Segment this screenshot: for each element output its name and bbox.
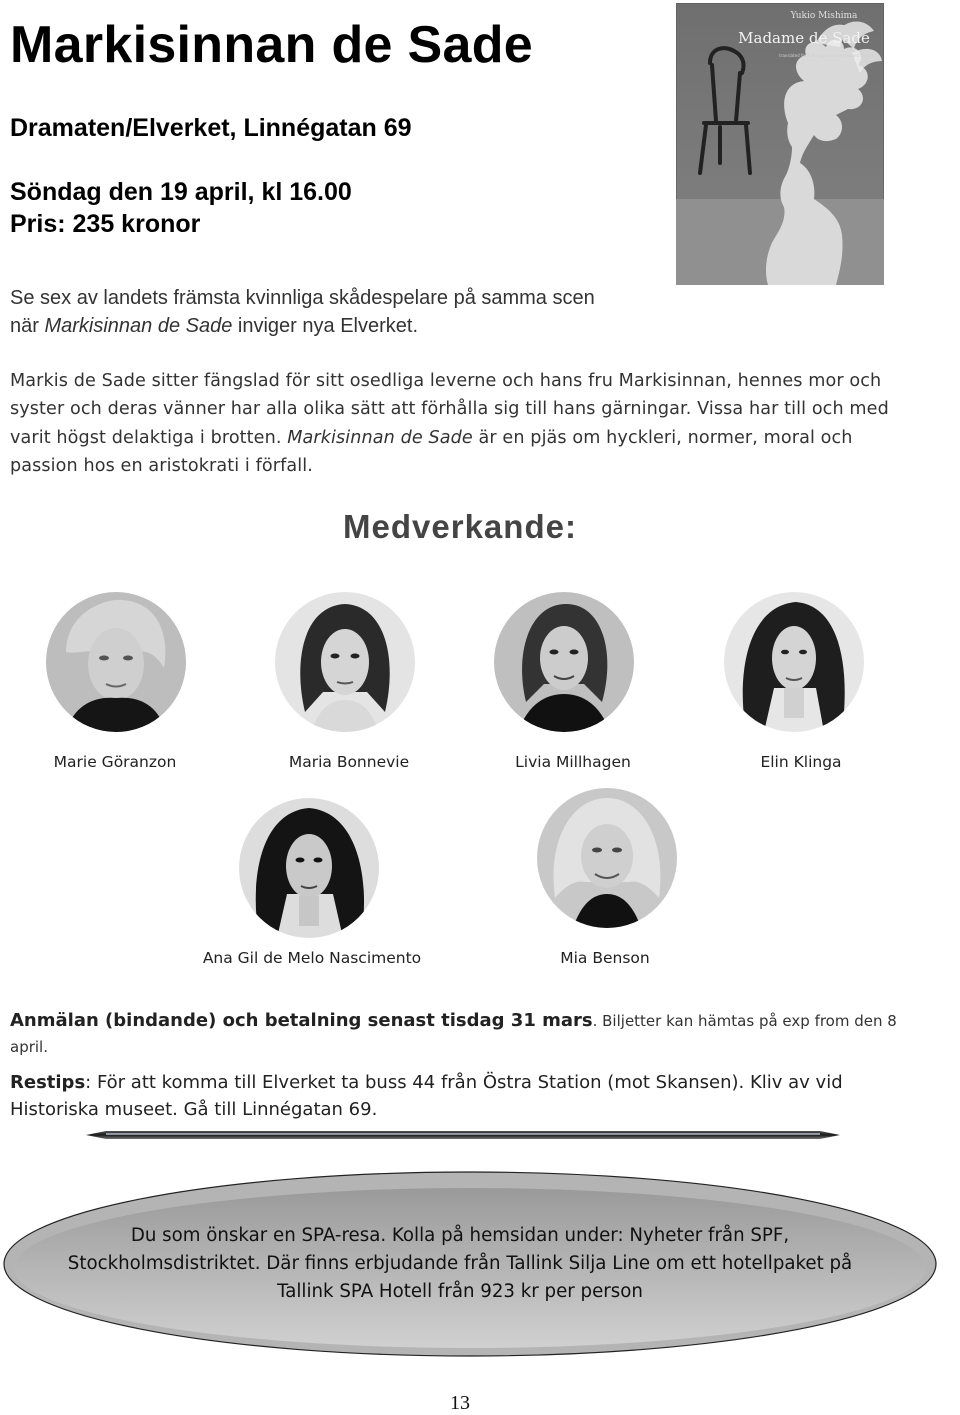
- page-number: 13: [450, 1392, 470, 1414]
- cast-name: Mia Benson: [560, 949, 650, 967]
- intro-text-end: inviger nya Elverket.: [232, 315, 418, 337]
- cast-photo-ana-gil-de-melo-nascimento: [239, 798, 379, 938]
- cast-name: Maria Bonnevie: [288, 753, 410, 771]
- directions-label: Restips: [10, 1072, 86, 1093]
- cover-title: Madame de Sade: [738, 29, 870, 47]
- event-date: Söndag den 19 april, kl 16.00: [10, 178, 352, 206]
- cast-name: Ana Gil de Melo Nascimento: [202, 949, 422, 967]
- directions: [10, 1069, 915, 1123]
- cast-photo-elin-klinga: [724, 592, 864, 732]
- cover-author: Yukio Mishima: [790, 11, 858, 21]
- intro-play-title: Markisinnan de Sade: [44, 315, 233, 337]
- cover-subtitle: translated from the Japanese by Donald Keene: [779, 53, 873, 58]
- directions-text: : För att komma till Elverket ta buss 44 från Östra Station (mot Skansen). Kliv av vid Historiska museet. Gå till Linnégatan 69.: [10, 1072, 843, 1120]
- description-play-title: Markisinnan de Sade: [287, 427, 473, 448]
- cast-name: Elin Klinga: [760, 753, 842, 771]
- play-description: [10, 367, 915, 480]
- spa-offer: [20, 1222, 900, 1306]
- cast-name: Marie Göranzon: [53, 753, 177, 771]
- venue: Dramaten/Elverket, Linnégatan 69: [10, 114, 412, 142]
- cast-name: Livia Millhagen: [515, 753, 631, 771]
- divider: [86, 1130, 840, 1140]
- book-cover-image: [676, 3, 884, 285]
- spa-line: Stockholmsdistriktet. Där finns erbjudande från Tallink Silja Line om ett hotellpaket på: [67, 1253, 853, 1274]
- cast-heading: Medverkande:: [343, 508, 577, 545]
- spa-line: Tallink SPA Hotell från 923 kr per person: [277, 1281, 643, 1302]
- intro-line-1: Se sex av landets främsta kvinnliga skådespelare på samma scen: [10, 287, 595, 309]
- cast-photo-livia-millhagen: [494, 592, 634, 732]
- registration-info: [10, 1008, 915, 1060]
- cast-photo-marie-goranzon: [46, 592, 186, 732]
- description-text-end: är en pjäs om hyckleri, normer, moral och passion hos en aristokrati i förfall.: [10, 427, 853, 476]
- cast-photo-mia-benson: [537, 788, 677, 928]
- registration-deadline: Anmälan (bindande) och betalning senast tisdag 31 mars: [10, 1010, 593, 1031]
- event-price: Pris: 235 kronor: [10, 210, 201, 238]
- registration-pickup: . Biljetter kan hämtas på exp from den 8 april.: [10, 1012, 897, 1056]
- description-text: Markis de Sade sitter fängslad för sitt osedliga leverne och hans fru Markisinnan, hennes mor och syster och deras vänner har alla olika sätt att förhålla sig till hans gärningar. Vissa har till och med varit högst delaktiga i brotten.: [10, 371, 889, 448]
- page-title: Markisinnan de Sade: [10, 16, 533, 74]
- intro-line-2: [10, 312, 670, 340]
- spa-line: Du som önskar en SPA-resa. Kolla på hemsidan under: Nyheter från SPF,: [130, 1225, 790, 1246]
- intro-text: när: [10, 315, 45, 337]
- cast-photo-maria-bonnevie: [275, 592, 415, 732]
